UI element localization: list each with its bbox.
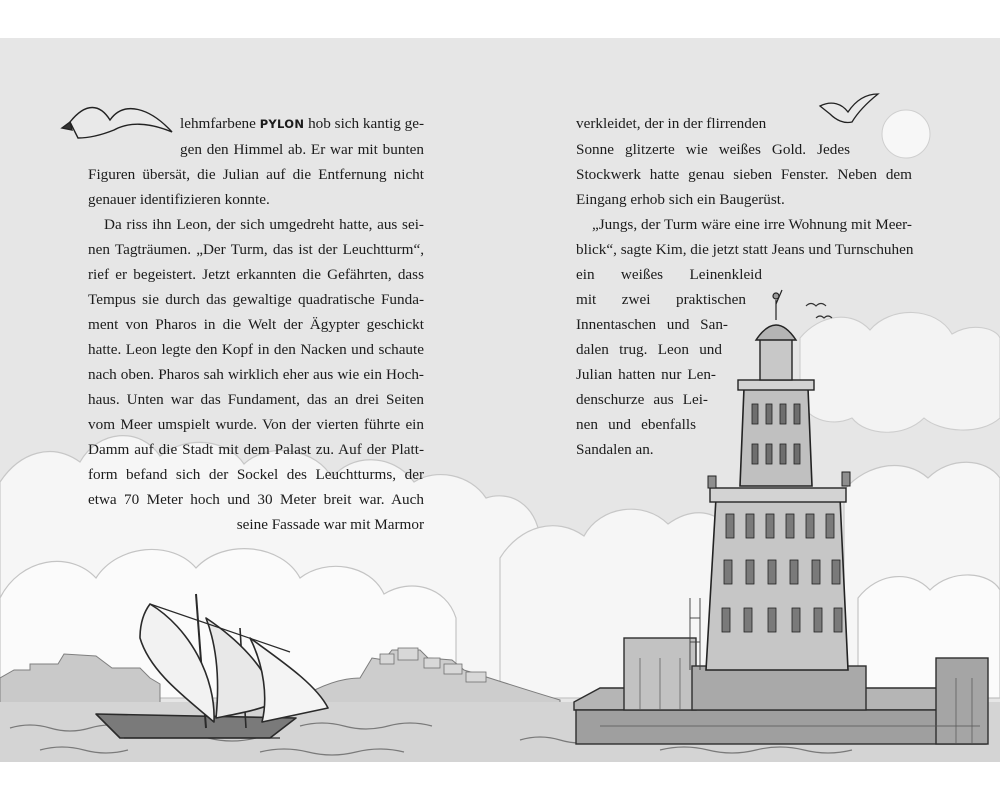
- text-line: Da riss ihn Leon, der sich umgedreht hatte, aus sei-: [104, 216, 424, 233]
- text-line: Tempus sie durch das gewaltige quadratische Funda-: [88, 291, 424, 308]
- text-line: seine Fassade war mit Marmor: [236, 516, 424, 533]
- text-line: Julian hatten nur Len-: [576, 366, 716, 383]
- text-line: dalen trug. Leon und: [576, 341, 722, 358]
- text-line: Innentaschen und San-: [576, 316, 728, 333]
- text-line: „Jungs, der Turm wäre eine irre Wohnung mit Meer-: [592, 216, 912, 233]
- text-line: etwa 70 Meter hoch und 30 Meter breit war. Auch: [88, 491, 424, 508]
- text-line: Sonne glitzerte wie weißes Gold. Jedes: [576, 141, 850, 158]
- glossary-term: PYLON: [259, 117, 305, 131]
- text-line: denschurze aus Lei-: [576, 391, 708, 408]
- text-line: Stockwerk hatte genau sieben Fenster. Neben dem: [576, 166, 912, 183]
- text-line: ment von Pharos in die Welt der Ägypter geschickt: [88, 316, 424, 333]
- text-line: lehmfarbene PYLON hob sich kantig ge-: [180, 115, 425, 132]
- text-line: Damm auf die Stadt mit dem Palast zu. Auf der Platt-: [88, 441, 424, 458]
- text-line: nen Tagträumen. „Der Turm, das ist der Leuchtturm“,: [88, 241, 424, 258]
- text-line: Sandalen an.: [576, 441, 654, 458]
- text-line: hatte. Leon legte den Kopf in den Nacken und schaute: [88, 341, 424, 358]
- page-text: [0, 38, 1000, 762]
- text-line: verkleidet, der in der flirrenden: [576, 115, 767, 132]
- text-line: haus. Unten war das Fundament, das an drei Seiten: [88, 391, 424, 408]
- text-line: nen und ebenfalls: [576, 416, 696, 433]
- text-line: Figuren übersät, die Julian auf die Entfernung nicht: [88, 166, 424, 183]
- text-line: form befand sich der Sockel des Leuchtturms, der: [88, 466, 424, 483]
- text-line: genauer identifizieren konnte.: [88, 191, 270, 208]
- text-line: blick“, sagte Kim, die jetzt statt Jeans und Turnschuhen: [576, 241, 914, 258]
- text-line: Eingang erhob sich ein Baugerüst.: [576, 191, 785, 208]
- text-line: nach oben. Pharos sah wirklich eher aus wie ein Hoch-: [88, 366, 424, 383]
- text-line: ein weißes Leinenkleid: [576, 266, 762, 283]
- text-line: vom Meer umspielt wurde. Von der vierten führte ein: [88, 416, 424, 433]
- text-line: mit zwei praktischen: [576, 291, 746, 308]
- text-line: gen den Himmel ab. Er war mit bunten: [180, 141, 424, 158]
- book-spread: [0, 38, 1000, 762]
- text-line: rief er begeistert. Jetzt erkannten die Gefährten, dass: [88, 266, 424, 283]
